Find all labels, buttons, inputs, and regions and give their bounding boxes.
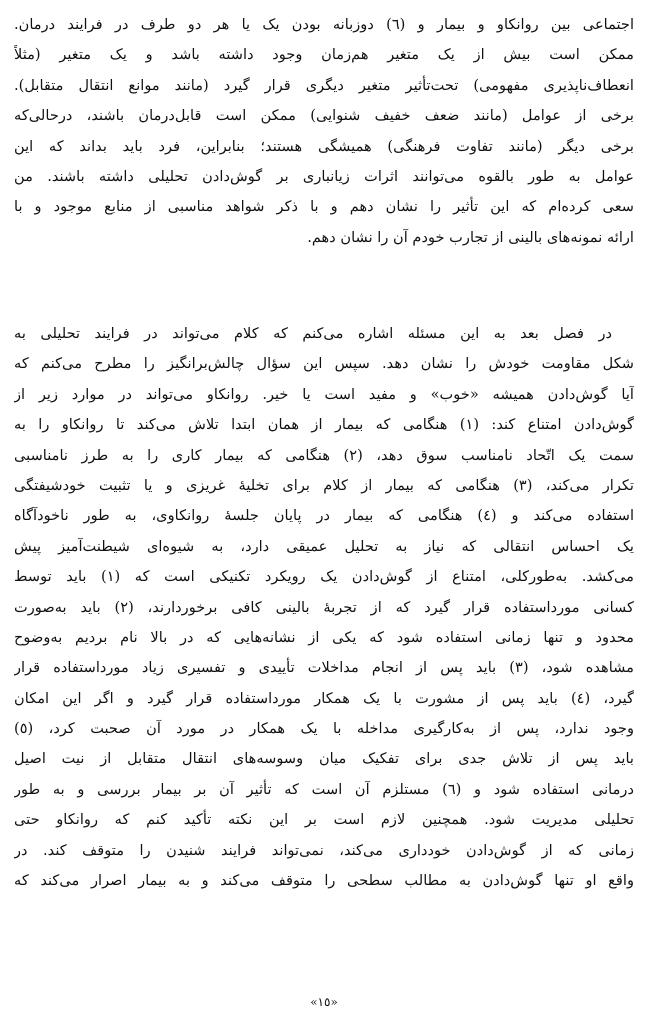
text-line: وجود ندارد، پس از به‌کارگیری مداخله با یک همکار در مورد آن صحبت کرد، (٥) (14, 720, 634, 738)
paragraph-2 (14, 319, 634, 896)
text-line: انعطاف‌ناپذیری مفهومی) تحت‌تأثیر متغیر دیگری قرار گیرد (مانند موانع انتقال متقابل). (14, 76, 634, 94)
text-line: تحلیلی مدیریت شود. همچنین لازم است بر این نکته تأکید کنم که روانکاو حتی (14, 811, 634, 829)
text-line: برخی دیگر (مانند تفاوت فرهنگی) همیشگی هستند؛ بنابراین، فرد باید بداند که این (14, 137, 634, 155)
page-number: «١٥» (310, 995, 338, 1009)
text-line: مشاهده شود، (٣) باید پس از انجام مداخلات تأییدی و تفسیری زیاد مورداستفاده قرار (14, 659, 634, 677)
text-line: یک احساس انتقالی که نیاز به تحلیل عمیقی دارد، به شیوه‌ای شیطنت‌آمیز پیش (14, 537, 634, 555)
text-line: سعی کرده‌ام که این تأثیر را نشان دهم و با ذکر شواهد مناسبی از منابع موجود و با (14, 198, 634, 216)
text-line: می‌کشد. به‌طورکلی، امتناع از گوش‌دادن یک رویکرد تکنیکی است که (١) باید توسط (14, 568, 634, 586)
paragraph-1 (14, 10, 634, 253)
text-line: اجتماعی بین روانکاو و بیمار و (٦) دوزبانه بودن یک یا هر دو طرف در فرایند درمان. (14, 16, 634, 33)
text-line: برخی از عوامل (مانند ضعف خفیف شنوایی) ممکن است قابل‌درمان باشند، درحالی‌که (14, 107, 634, 125)
text-line: محدود و تنها زمانی استفاده شود که یکی از نشانه‌هایی که در بالا نام بردیم به‌وضوح (14, 628, 634, 646)
text-line: گیرد، (٤) باید پس از مشورت با یک همکار مورداستفاده قرار گیرد و اگر این امکان (14, 689, 634, 707)
text-line: استفاده می‌کند و (٤) هنگامی که بیمار در پایان جلسهٔ روانکاوی، به طور ناخودآگاه (14, 507, 634, 525)
text-line: باید پس از تلاش جدی برای تفکیک میان وسوسه‌های انتقال متقابل از نیت اصیل (14, 750, 634, 768)
text-line: شکل مقاومت خودش را نشان دهد. سپس این سؤال چالش‌برانگیز را مطرح می‌کنم که (14, 355, 634, 373)
text-line: آیا گوش‌دادن همیشه «خوب» و مفید است یا خیر. روانکاو می‌تواند در موارد زیر از (14, 385, 634, 403)
text-line: عوامل به طور بالقوه می‌توانند اثرات زیانباری بر گوش‌دادن تحلیلی داشته باشند. من (14, 167, 634, 185)
text-line: تکرار می‌کند، (٣) هنگامی که بیمار از کلام برای تخلیهٔ غریزی و یا تثبیت خودشیفتگی (14, 476, 634, 494)
text-line: کسانی مورداستفاده قرار گیرد که از تجربهٔ بالینی کافی برخوردارند، (٢) باید به‌صورت (14, 598, 634, 616)
text-line: گوش‌دادن امتناع کند: (١) هنگامی که بیمار از همان ابتدا تلاش می‌کند تا روانکاو را به (14, 416, 634, 434)
text-line: سمت یک اتّحاد نامناسب سوق دهد، (٢) هنگامی که بیمار کاری را به طرز نامناسبی (14, 446, 634, 464)
text-line: واقع او تنها گوش‌دادن به مطالب سطحی را متوقف می‌کند و به بیمار اصرار می‌کند که (14, 872, 634, 890)
text-line: زمانی که از گوش‌دادن خودداری می‌کند، نمی‌تواند فرایند شنیدن را متوقف کند. در (14, 841, 634, 859)
text-line: در فصل بعد به این مسئله اشاره می‌کنم که کلام می‌تواند در فرایند تحلیلی به (14, 325, 612, 342)
text-line: ممکن است بیش از یک متغیر هم‌زمان وجود داشته باشد و یک متغیر (مثلاً (14, 46, 634, 64)
text-line: ارائه نمونه‌های بالینی از تجارب خودم آن را نشان دهم. (307, 228, 634, 246)
text-line: درمانی استفاده شود و (٦) مستلزم آن است که تأثیر آن بر بیمار بررسی و به طور (14, 780, 634, 798)
